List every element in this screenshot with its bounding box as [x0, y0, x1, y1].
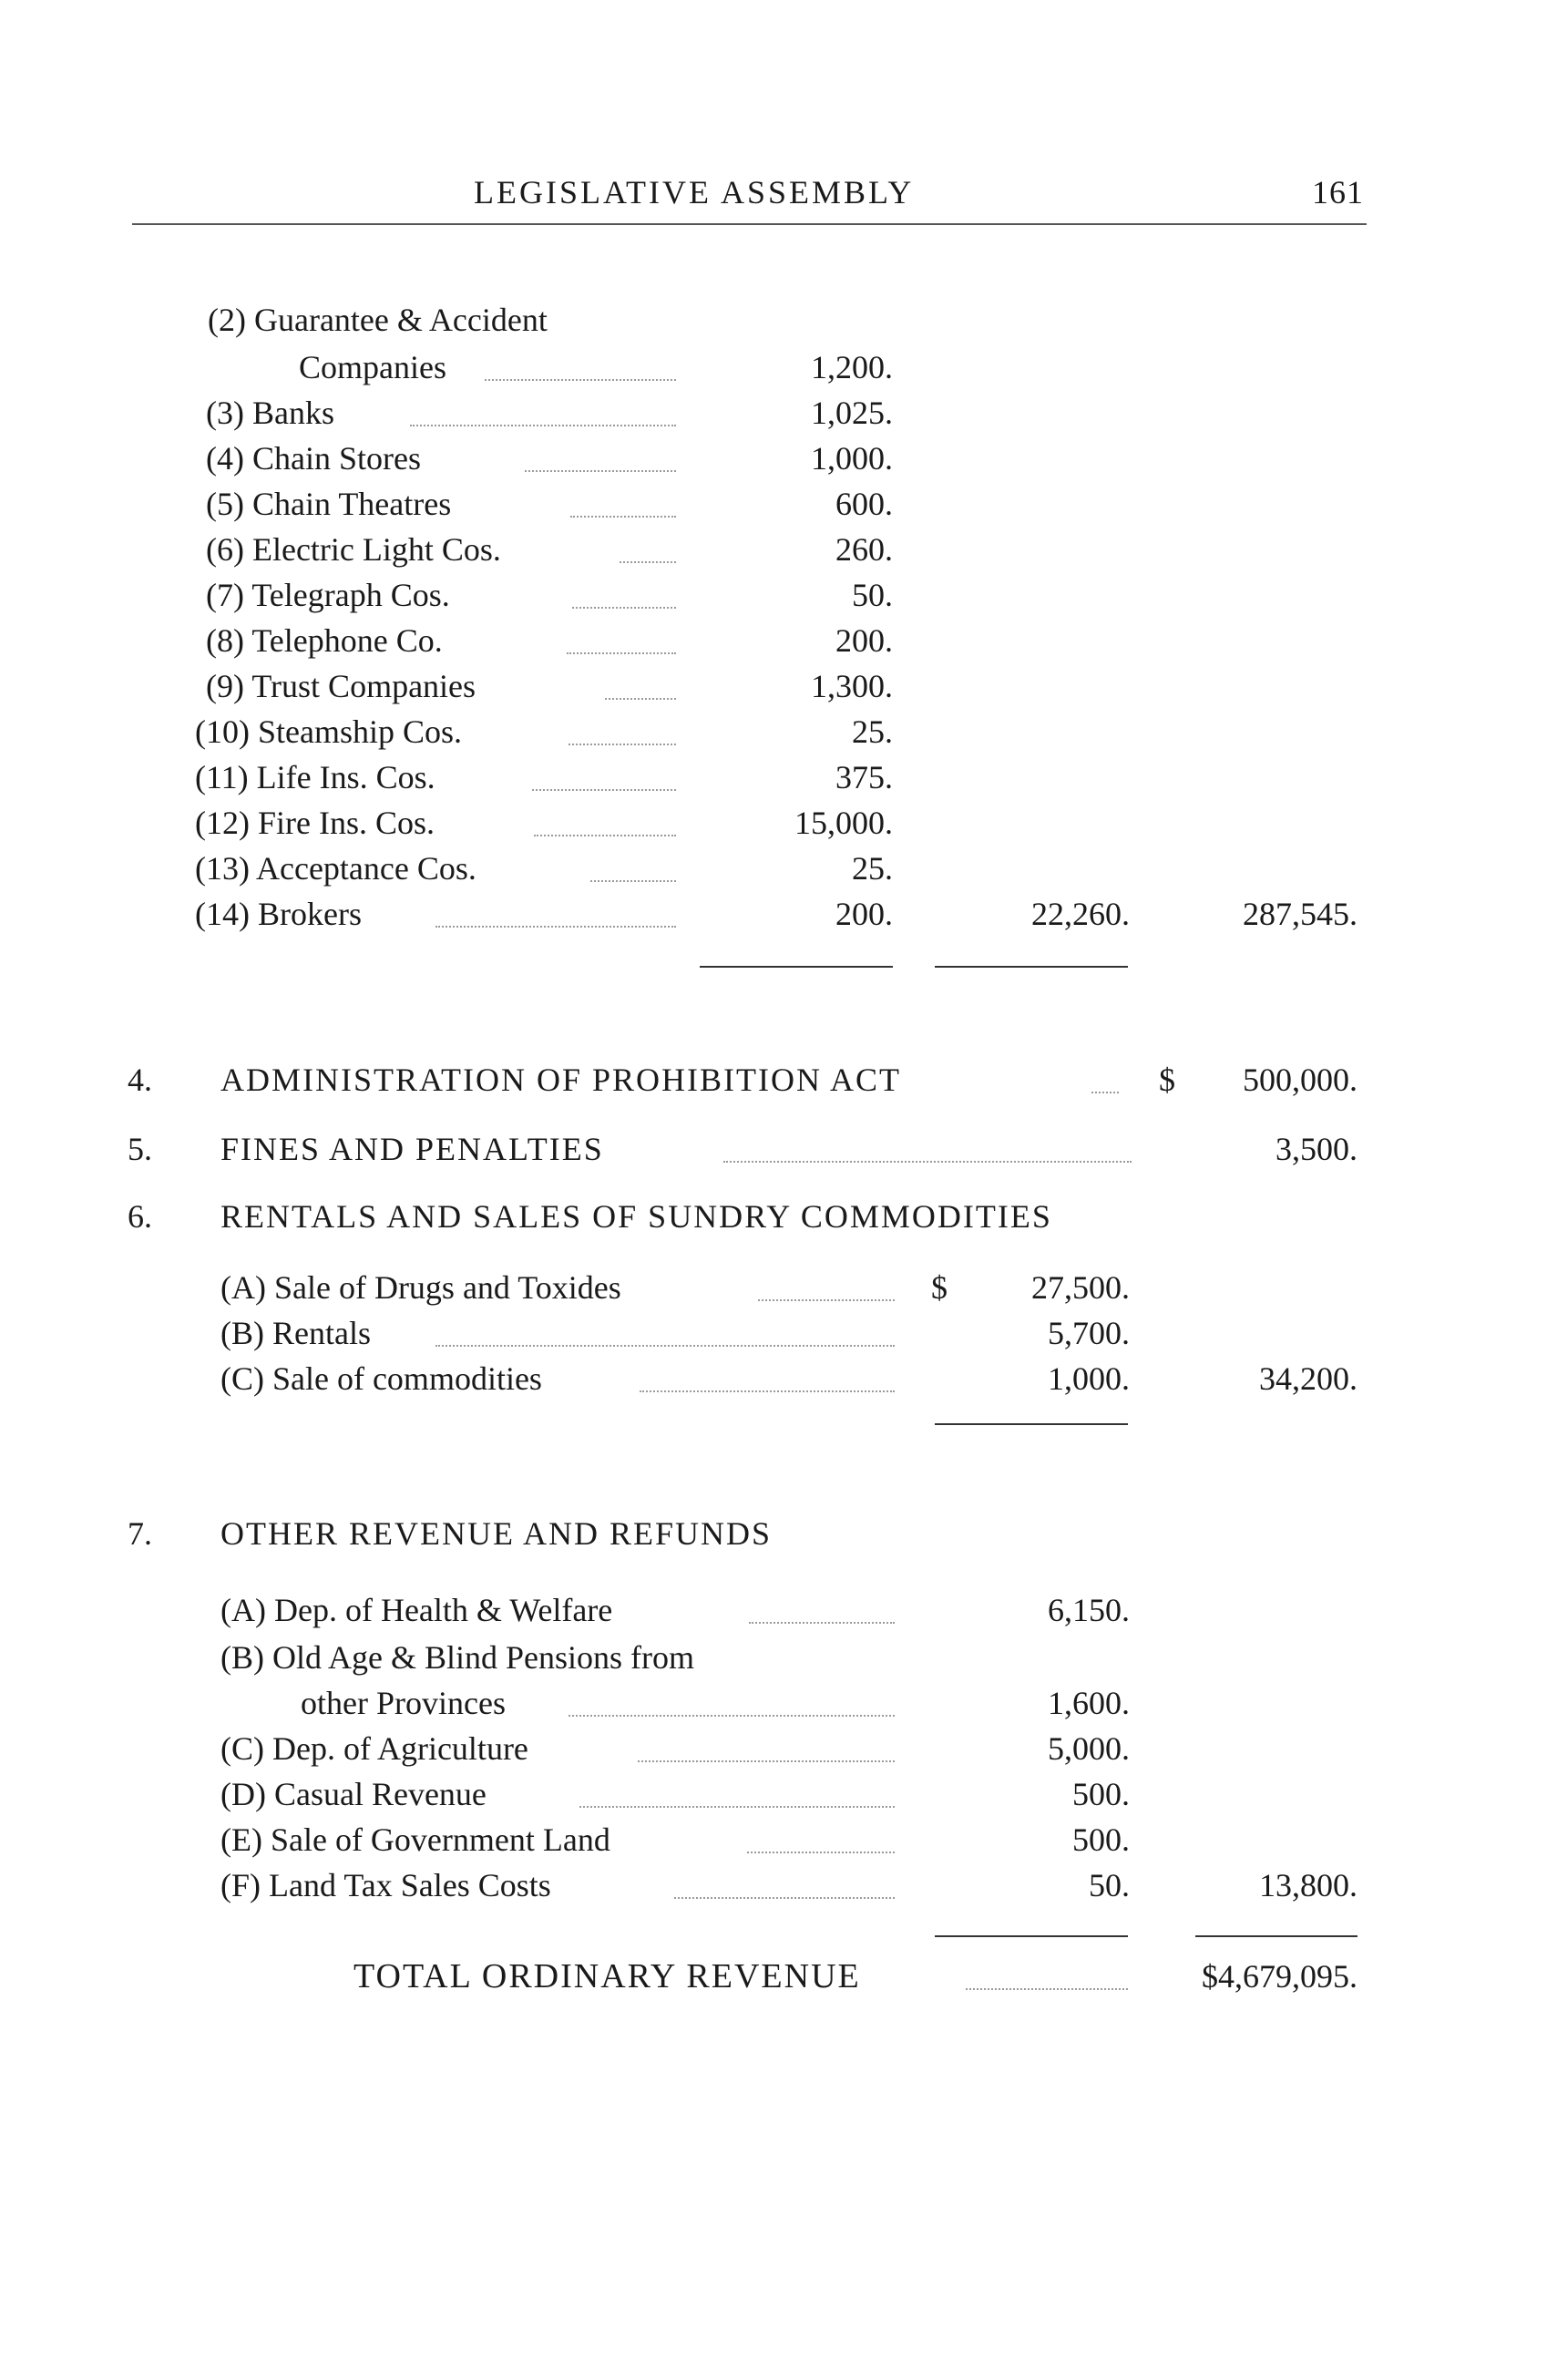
list-item: [0, 1310, 1547, 1356]
item-amount: 500.: [1072, 1821, 1130, 1858]
list-item: [0, 1356, 1547, 1401]
section-title: ADMINISTRATION OF PROHIBITION ACT: [220, 1062, 902, 1098]
list-item: [0, 1635, 1547, 1680]
item-label: (E) Sale of Government Land: [220, 1821, 610, 1858]
item-label: (F) Land Tax Sales Costs: [220, 1867, 551, 1903]
item-amount: 5,700.: [1048, 1315, 1130, 1351]
item-label: (11) Life Ins. Cos.: [195, 759, 435, 795]
item-amount: 500.: [1072, 1776, 1130, 1812]
dot-leader: [620, 561, 676, 563]
dot-leader: [579, 1806, 895, 1808]
section-number: 7.: [128, 1515, 152, 1552]
sum-rule: [935, 1423, 1128, 1425]
item-amount: 5,000.: [1048, 1730, 1130, 1767]
section-title: FINES AND PENALTIES: [220, 1131, 604, 1167]
item-amount: 375.: [835, 759, 893, 795]
list-item: [0, 1862, 1547, 1908]
section-7: [0, 1511, 1547, 1556]
sum-rule: [935, 966, 1128, 968]
section-4: [0, 1057, 1547, 1103]
dot-leader: [435, 1345, 895, 1347]
item-label: (10) Steamship Cos.: [195, 713, 462, 750]
list-item: [0, 527, 1547, 572]
item-amount: 200.: [835, 896, 893, 932]
list-item: [0, 344, 1547, 390]
currency-symbol: $: [931, 1269, 948, 1306]
sum-rule: [1195, 1935, 1357, 1937]
dot-leader: [410, 425, 676, 426]
dot-leader: [590, 880, 676, 882]
item-label: (C) Sale of commodities: [220, 1360, 542, 1397]
item-label: (12) Fire Ins. Cos.: [195, 805, 435, 841]
item-label: (4) Chain Stores: [206, 440, 421, 477]
dot-leader: [1091, 1092, 1119, 1093]
grand-total-row: [0, 1954, 1547, 1999]
section-5: [0, 1126, 1547, 1172]
item-amount: 50.: [1089, 1867, 1130, 1903]
list-item: [0, 663, 1547, 709]
sum-rule: [935, 1935, 1128, 1937]
item-label: (5) Chain Theatres: [206, 486, 452, 522]
dot-leader: [749, 1622, 895, 1624]
dot-leader: [572, 607, 676, 609]
header-rule: [132, 223, 1367, 225]
item-amount: 25.: [852, 850, 893, 887]
list-item: [0, 1817, 1547, 1862]
dot-leader: [485, 379, 676, 381]
section-number: 5.: [128, 1131, 152, 1167]
dot-leader: [569, 1715, 895, 1717]
list-item: [0, 390, 1547, 436]
list-item: [0, 1587, 1547, 1633]
dot-leader: [567, 652, 676, 654]
item-label: (3) Banks: [206, 395, 334, 431]
subtotal-amount: 22,260.: [1031, 896, 1130, 932]
list-item: [0, 709, 1547, 754]
dot-leader: [638, 1760, 895, 1762]
item-amount: 15,000.: [794, 805, 893, 841]
item-label: (D) Casual Revenue: [220, 1776, 487, 1812]
list-item: [0, 754, 1547, 800]
item-amount: 260.: [835, 531, 893, 568]
section-total: 3,500.: [1276, 1131, 1357, 1167]
list-item: [0, 1726, 1547, 1771]
dot-leader: [747, 1852, 895, 1853]
list-item: [0, 297, 1547, 343]
section-number: 6.: [128, 1198, 152, 1235]
list-item: [0, 846, 1547, 891]
item-amount: 1,200.: [811, 349, 893, 385]
item-label: (B) Old Age & Blind Pensions from: [220, 1639, 694, 1676]
list-item: [0, 891, 1547, 937]
dot-leader: [640, 1390, 895, 1392]
section-6: [0, 1194, 1547, 1239]
list-item: [0, 436, 1547, 481]
dot-leader: [758, 1299, 895, 1301]
section-total: 500,000.: [1243, 1062, 1357, 1098]
item-label: (9) Trust Companies: [206, 668, 476, 704]
list-item: [0, 1680, 1547, 1726]
page-header-title: LEGISLATIVE ASSEMBLY: [474, 174, 915, 210]
item-amount: 1,000.: [811, 440, 893, 477]
item-label: Companies: [299, 349, 446, 385]
item-label: (13) Acceptance Cos.: [195, 850, 476, 887]
item-label: (B) Rentals: [220, 1315, 371, 1351]
list-item: [0, 618, 1547, 663]
item-label: (A) Sale of Drugs and Toxides: [220, 1269, 621, 1306]
item-amount: 600.: [835, 486, 893, 522]
dot-leader: [435, 926, 676, 928]
dot-leader: [674, 1897, 895, 1899]
sum-rule: [700, 966, 893, 968]
dot-leader: [723, 1161, 1132, 1163]
section-title: RENTALS AND SALES OF SUNDRY COMMODITIES: [220, 1198, 1052, 1235]
dot-leader: [605, 698, 676, 700]
item-amount: 1,025.: [811, 395, 893, 431]
dot-leader: [525, 470, 676, 472]
total-amount: 287,545.: [1243, 896, 1357, 932]
item-amount: 1,000.: [1048, 1360, 1130, 1397]
section-title: OTHER REVENUE AND REFUNDS: [220, 1515, 773, 1552]
item-amount: 200.: [835, 622, 893, 659]
dot-leader: [570, 516, 676, 518]
list-item: [0, 800, 1547, 846]
item-label: (6) Electric Light Cos.: [206, 531, 501, 568]
dot-leader: [534, 835, 676, 836]
grand-total-amount: $4,679,095.: [1202, 1958, 1357, 1995]
list-item: [0, 481, 1547, 527]
item-amount: 50.: [852, 577, 893, 613]
list-item: [0, 1265, 1547, 1310]
dot-leader: [532, 789, 676, 791]
section-number: 4.: [128, 1062, 152, 1098]
item-label: (8) Telephone Co.: [206, 622, 443, 659]
section-total: 34,200.: [1259, 1360, 1357, 1397]
section-total: 13,800.: [1259, 1867, 1357, 1903]
item-amount: 1,600.: [1048, 1685, 1130, 1721]
item-label: (7) Telegraph Cos.: [206, 577, 450, 613]
page-number: 161: [1312, 174, 1364, 210]
item-amount: 25.: [852, 713, 893, 750]
item-label: (C) Dep. of Agriculture: [220, 1730, 528, 1767]
grand-total-label: TOTAL ORDINARY REVENUE: [353, 1957, 861, 1995]
currency-symbol: $: [1159, 1062, 1175, 1098]
item-amount: 1,300.: [811, 668, 893, 704]
item-label: (14) Brokers: [195, 896, 362, 932]
dot-leader: [966, 1988, 1128, 1990]
item-amount: 6,150.: [1048, 1592, 1130, 1628]
item-label: (2) Guarantee & Accident: [208, 302, 548, 338]
list-item: [0, 572, 1547, 618]
dot-leader: [569, 744, 676, 745]
list-item: [0, 1771, 1547, 1817]
item-label: other Provinces: [301, 1685, 506, 1721]
item-amount: 27,500.: [1031, 1269, 1130, 1306]
item-label: (A) Dep. of Health & Welfare: [220, 1592, 613, 1628]
